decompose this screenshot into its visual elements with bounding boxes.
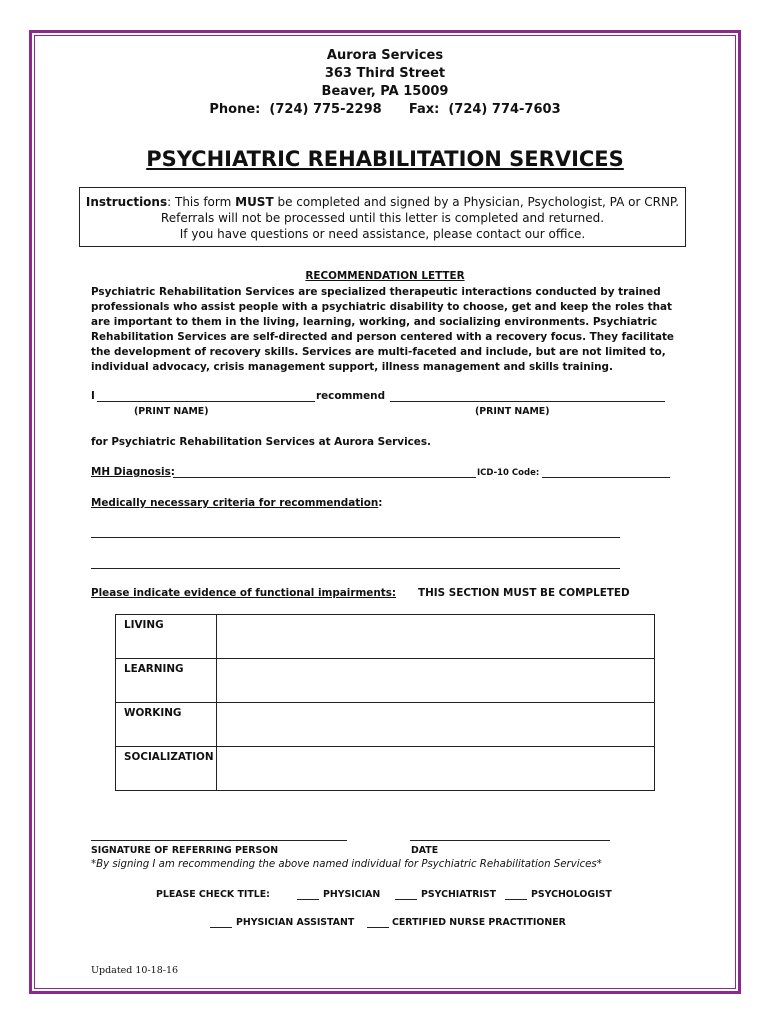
- impairment-input-living[interactable]: [217, 615, 655, 659]
- impairments-label: Please indicate evidence of functional impairments:: [91, 587, 397, 599]
- psychologist-checkbox[interactable]: [505, 899, 527, 900]
- page-title: PSYCHIATRIC REHABILITATION SERVICES: [146, 147, 624, 171]
- org-city: Beaver, PA 15009: [321, 84, 449, 99]
- instructions-box: [79, 187, 686, 247]
- print-name-label-2: (PRINT NAME): [475, 406, 550, 417]
- impairment-row-living: [116, 615, 655, 659]
- letter-heading: RECOMMENDATION LETTER: [305, 270, 465, 282]
- org-name: Aurora Services: [326, 48, 444, 63]
- recommend-i: I: [91, 390, 95, 402]
- option-physician-assistant: PHYSICIAN ASSISTANT: [236, 917, 355, 928]
- impairment-row-working: [116, 703, 655, 747]
- criteria-label: Medically necessary criteria for recommendation: [91, 497, 379, 509]
- instructions-line-2: Referrals will not be processed until this letter is completed and returned.: [160, 211, 605, 225]
- instructions-line-1: [80, 194, 685, 210]
- physician-assistant-checkbox[interactable]: [210, 927, 232, 928]
- impairment-row-learning: [116, 659, 655, 703]
- impairment-input-learning[interactable]: [217, 659, 655, 703]
- option-crnp: CERTIFIED NURSE PRACTITIONER: [392, 917, 566, 928]
- impairments-table: [115, 614, 655, 791]
- criteria-line-2[interactable]: [91, 568, 620, 569]
- impairment-label-socialization: SOCIALIZATION: [116, 747, 217, 791]
- instructions-label: Instructions: [85, 195, 168, 209]
- recommend-word: recommend: [316, 390, 386, 402]
- signature-label: SIGNATURE OF REFERRING PERSON: [91, 845, 279, 856]
- updated-date: Updated 10-18-16: [91, 965, 179, 976]
- org-street: 363 Third Street: [324, 66, 446, 81]
- impairment-input-working[interactable]: [217, 703, 655, 747]
- icd-code-label: ICD-10 Code:: [477, 468, 540, 478]
- mh-diagnosis-label: MH Diagnosis: [91, 466, 171, 478]
- date-field[interactable]: [410, 840, 610, 841]
- for-services-text: for Psychiatric Rehabilitation Services at Aurora Services.: [91, 436, 431, 448]
- criteria-colon: :: [378, 497, 383, 509]
- impairment-label-learning: LEARNING: [116, 659, 217, 703]
- signature-field[interactable]: [91, 840, 347, 841]
- letter-paragraph: Psychiatric Rehabilitation Services are specialized therapeutic interactions conducted by trained professionals who assist people with a psychiatric disability to choose, get and keep the roles that are important to them in the living, learning, working, and socializing environments. Psychiatric Rehabilitation Services are self-directed and person centered with a recovery focus. They facilitate the development of recovery skills. Services are multi-faceted and include, but are not limited to, individual advocacy, crisis management support, illness management and skills training.: [91, 286, 674, 373]
- impairments-must-note: THIS SECTION MUST BE COMPLETED: [418, 587, 630, 599]
- icd-code-field[interactable]: [542, 477, 670, 478]
- patient-name-field[interactable]: [390, 401, 665, 402]
- impairment-label-living: LIVING: [116, 615, 217, 659]
- criteria-line-1[interactable]: [91, 537, 620, 538]
- date-label: DATE: [411, 845, 439, 856]
- impairment-label-working: WORKING: [116, 703, 217, 747]
- crnp-checkbox[interactable]: [367, 927, 389, 928]
- org-phone-fax: Phone: (724) 775-2298 Fax: (724) 774-7603: [209, 102, 561, 117]
- psychiatrist-checkbox[interactable]: [395, 899, 417, 900]
- recommender-name-field[interactable]: [97, 401, 315, 402]
- instructions-line-3: If you have questions or need assistance, please contact our office.: [179, 227, 586, 241]
- impairment-input-socialization[interactable]: [217, 747, 655, 791]
- instructions-text-b: be completed and signed by a Physician, Psychologist, PA or CRNP.: [273, 195, 680, 209]
- option-psychiatrist: PSYCHIATRIST: [421, 889, 497, 900]
- signature-note: *By signing I am recommending the above named individual for Psychiatric Rehabilitation Services*: [91, 859, 602, 870]
- option-psychologist: PSYCHOLOGIST: [531, 889, 612, 900]
- instructions-text-a: : This form: [167, 195, 236, 209]
- impairment-row-socialization: [116, 747, 655, 791]
- mh-diagnosis-colon: :: [170, 466, 175, 478]
- option-physician: PHYSICIAN: [323, 889, 381, 900]
- print-name-label-1: (PRINT NAME): [134, 406, 209, 417]
- instructions-must: MUST: [235, 195, 274, 209]
- physician-checkbox[interactable]: [297, 899, 319, 900]
- mh-diagnosis-field[interactable]: [173, 477, 476, 478]
- check-title-label: PLEASE CHECK TITLE:: [156, 889, 270, 900]
